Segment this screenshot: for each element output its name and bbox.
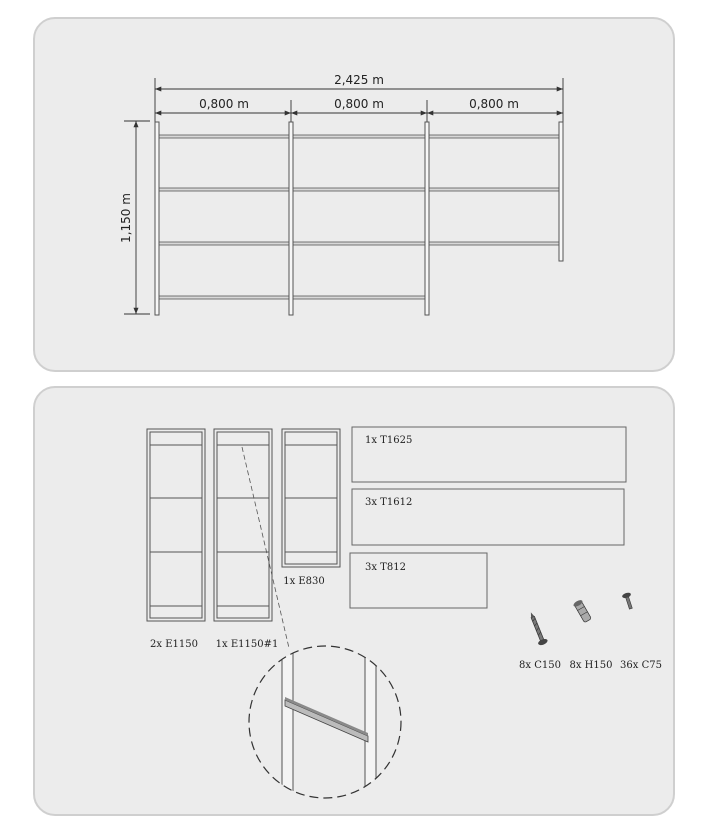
shelf-post <box>425 122 429 315</box>
hardware-label: 8x H150 <box>569 660 613 671</box>
wall-plug-icon <box>572 599 592 623</box>
section-width-label: 0,800 m <box>469 97 519 111</box>
long-screw-icon <box>526 611 548 647</box>
detail-zoom-circle <box>249 640 401 800</box>
frame-label: 1x E830 <box>283 576 325 587</box>
dimension-lines <box>124 78 563 314</box>
height-label: 1,150 m <box>119 193 133 243</box>
frame-label: 1x E1150#1 <box>215 639 279 650</box>
frame-e1150-1 <box>214 429 272 621</box>
hardware-label: 36x C75 <box>620 660 662 671</box>
hardware-label: 8x C150 <box>519 660 561 671</box>
short-screw-icon <box>622 592 636 610</box>
shelf-board <box>158 188 560 191</box>
frame-label: 2x E1150 <box>150 639 198 650</box>
assembled-shelf <box>155 122 563 315</box>
shelf-post <box>289 122 293 315</box>
shelf-post <box>155 122 159 315</box>
section-width-label: 0,800 m <box>199 97 249 111</box>
frame-e1150 <box>147 429 205 621</box>
frame-e830 <box>282 429 340 567</box>
shelf-post <box>559 122 563 261</box>
board-label: 3x T812 <box>365 562 406 573</box>
section-width-label: 0,800 m <box>334 97 384 111</box>
board-label: 1x T1625 <box>365 435 413 446</box>
shelf-board <box>158 242 560 245</box>
shelf-board <box>158 135 560 138</box>
board-label: 3x T1612 <box>365 497 413 508</box>
total-width-label: 2,425 m <box>334 73 384 87</box>
